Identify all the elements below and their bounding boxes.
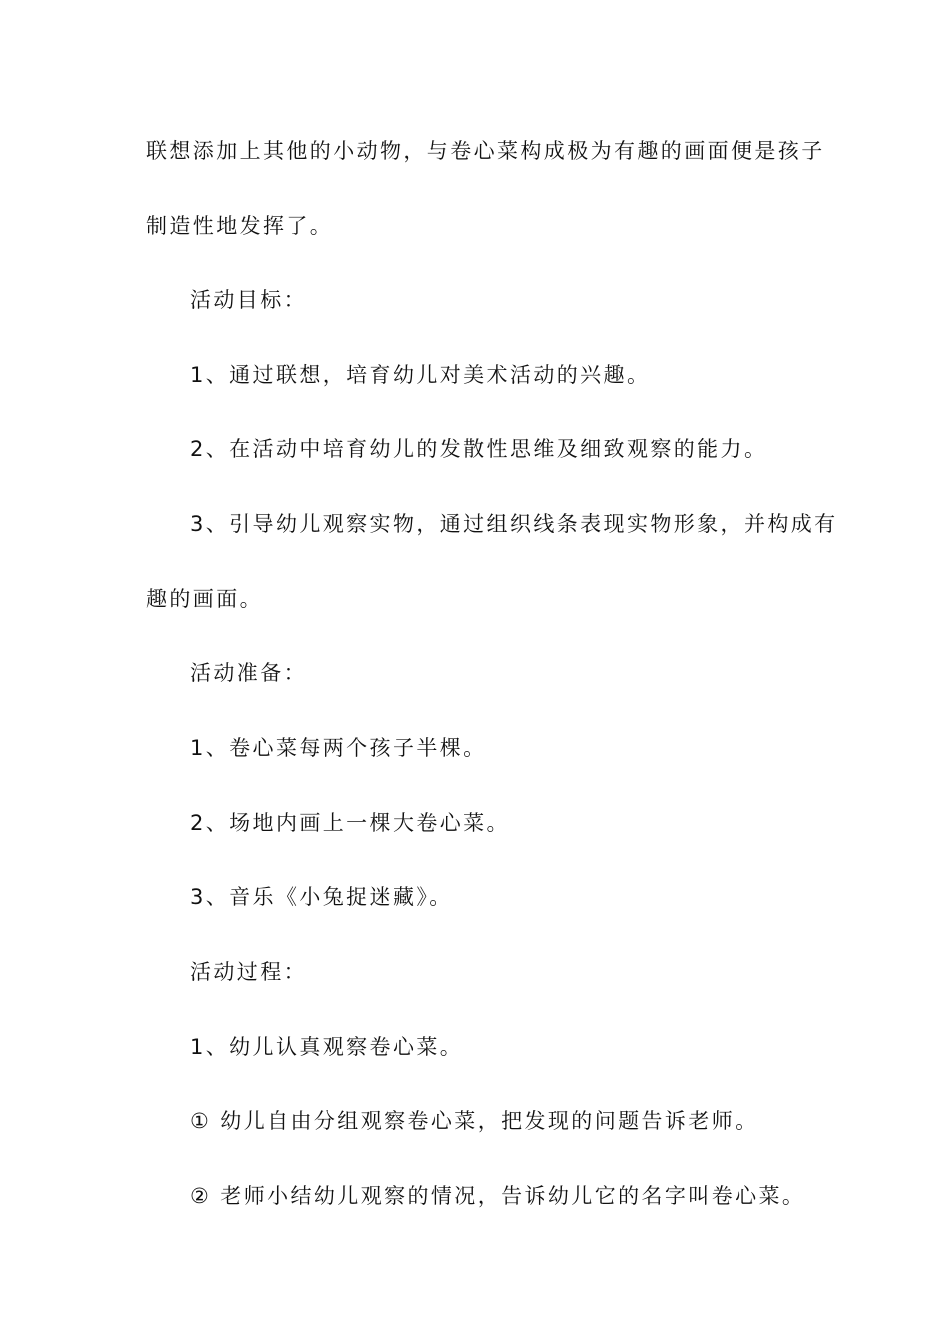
preparation-item-1: 1、卷心菜每两个孩子半棵。 bbox=[190, 736, 487, 760]
process-substep-1: ① 幼儿自由分组观察卷心菜，把发现的问题告诉老师。 bbox=[190, 1109, 759, 1133]
goal-item-3-continuation: 趣的画面。 bbox=[146, 587, 263, 611]
paragraph-continuation-line: 制造性地发挥了。 bbox=[146, 214, 334, 238]
process-step-1: 1、幼儿认真观察卷心菜。 bbox=[190, 1035, 464, 1059]
goal-item-3: 3、引导幼儿观察实物，通过组织线条表现实物形象，并构成有 bbox=[190, 512, 838, 536]
paragraph-continuation-line: 联想添加上其他的小动物，与卷心菜构成极为有趣的画面便是孩子 bbox=[146, 139, 825, 163]
goal-item-1: 1、通过联想，培育幼儿对美术活动的兴趣。 bbox=[190, 363, 651, 387]
goal-item-2: 2、在活动中培育幼儿的发散性思维及细致观察的能力。 bbox=[190, 437, 768, 461]
preparation-item-3: 3、音乐《小兔捉迷藏》。 bbox=[190, 885, 453, 909]
section-heading-process: 活动过程： bbox=[190, 960, 307, 984]
section-heading-preparation: 活动准备： bbox=[190, 661, 307, 685]
process-substep-2: ② 老师小结幼儿观察的情况，告诉幼儿它的名字叫卷心菜。 bbox=[190, 1184, 806, 1208]
preparation-item-2: 2、场地内画上一棵大卷心菜。 bbox=[190, 811, 510, 835]
section-heading-goals: 活动目标： bbox=[190, 288, 307, 312]
